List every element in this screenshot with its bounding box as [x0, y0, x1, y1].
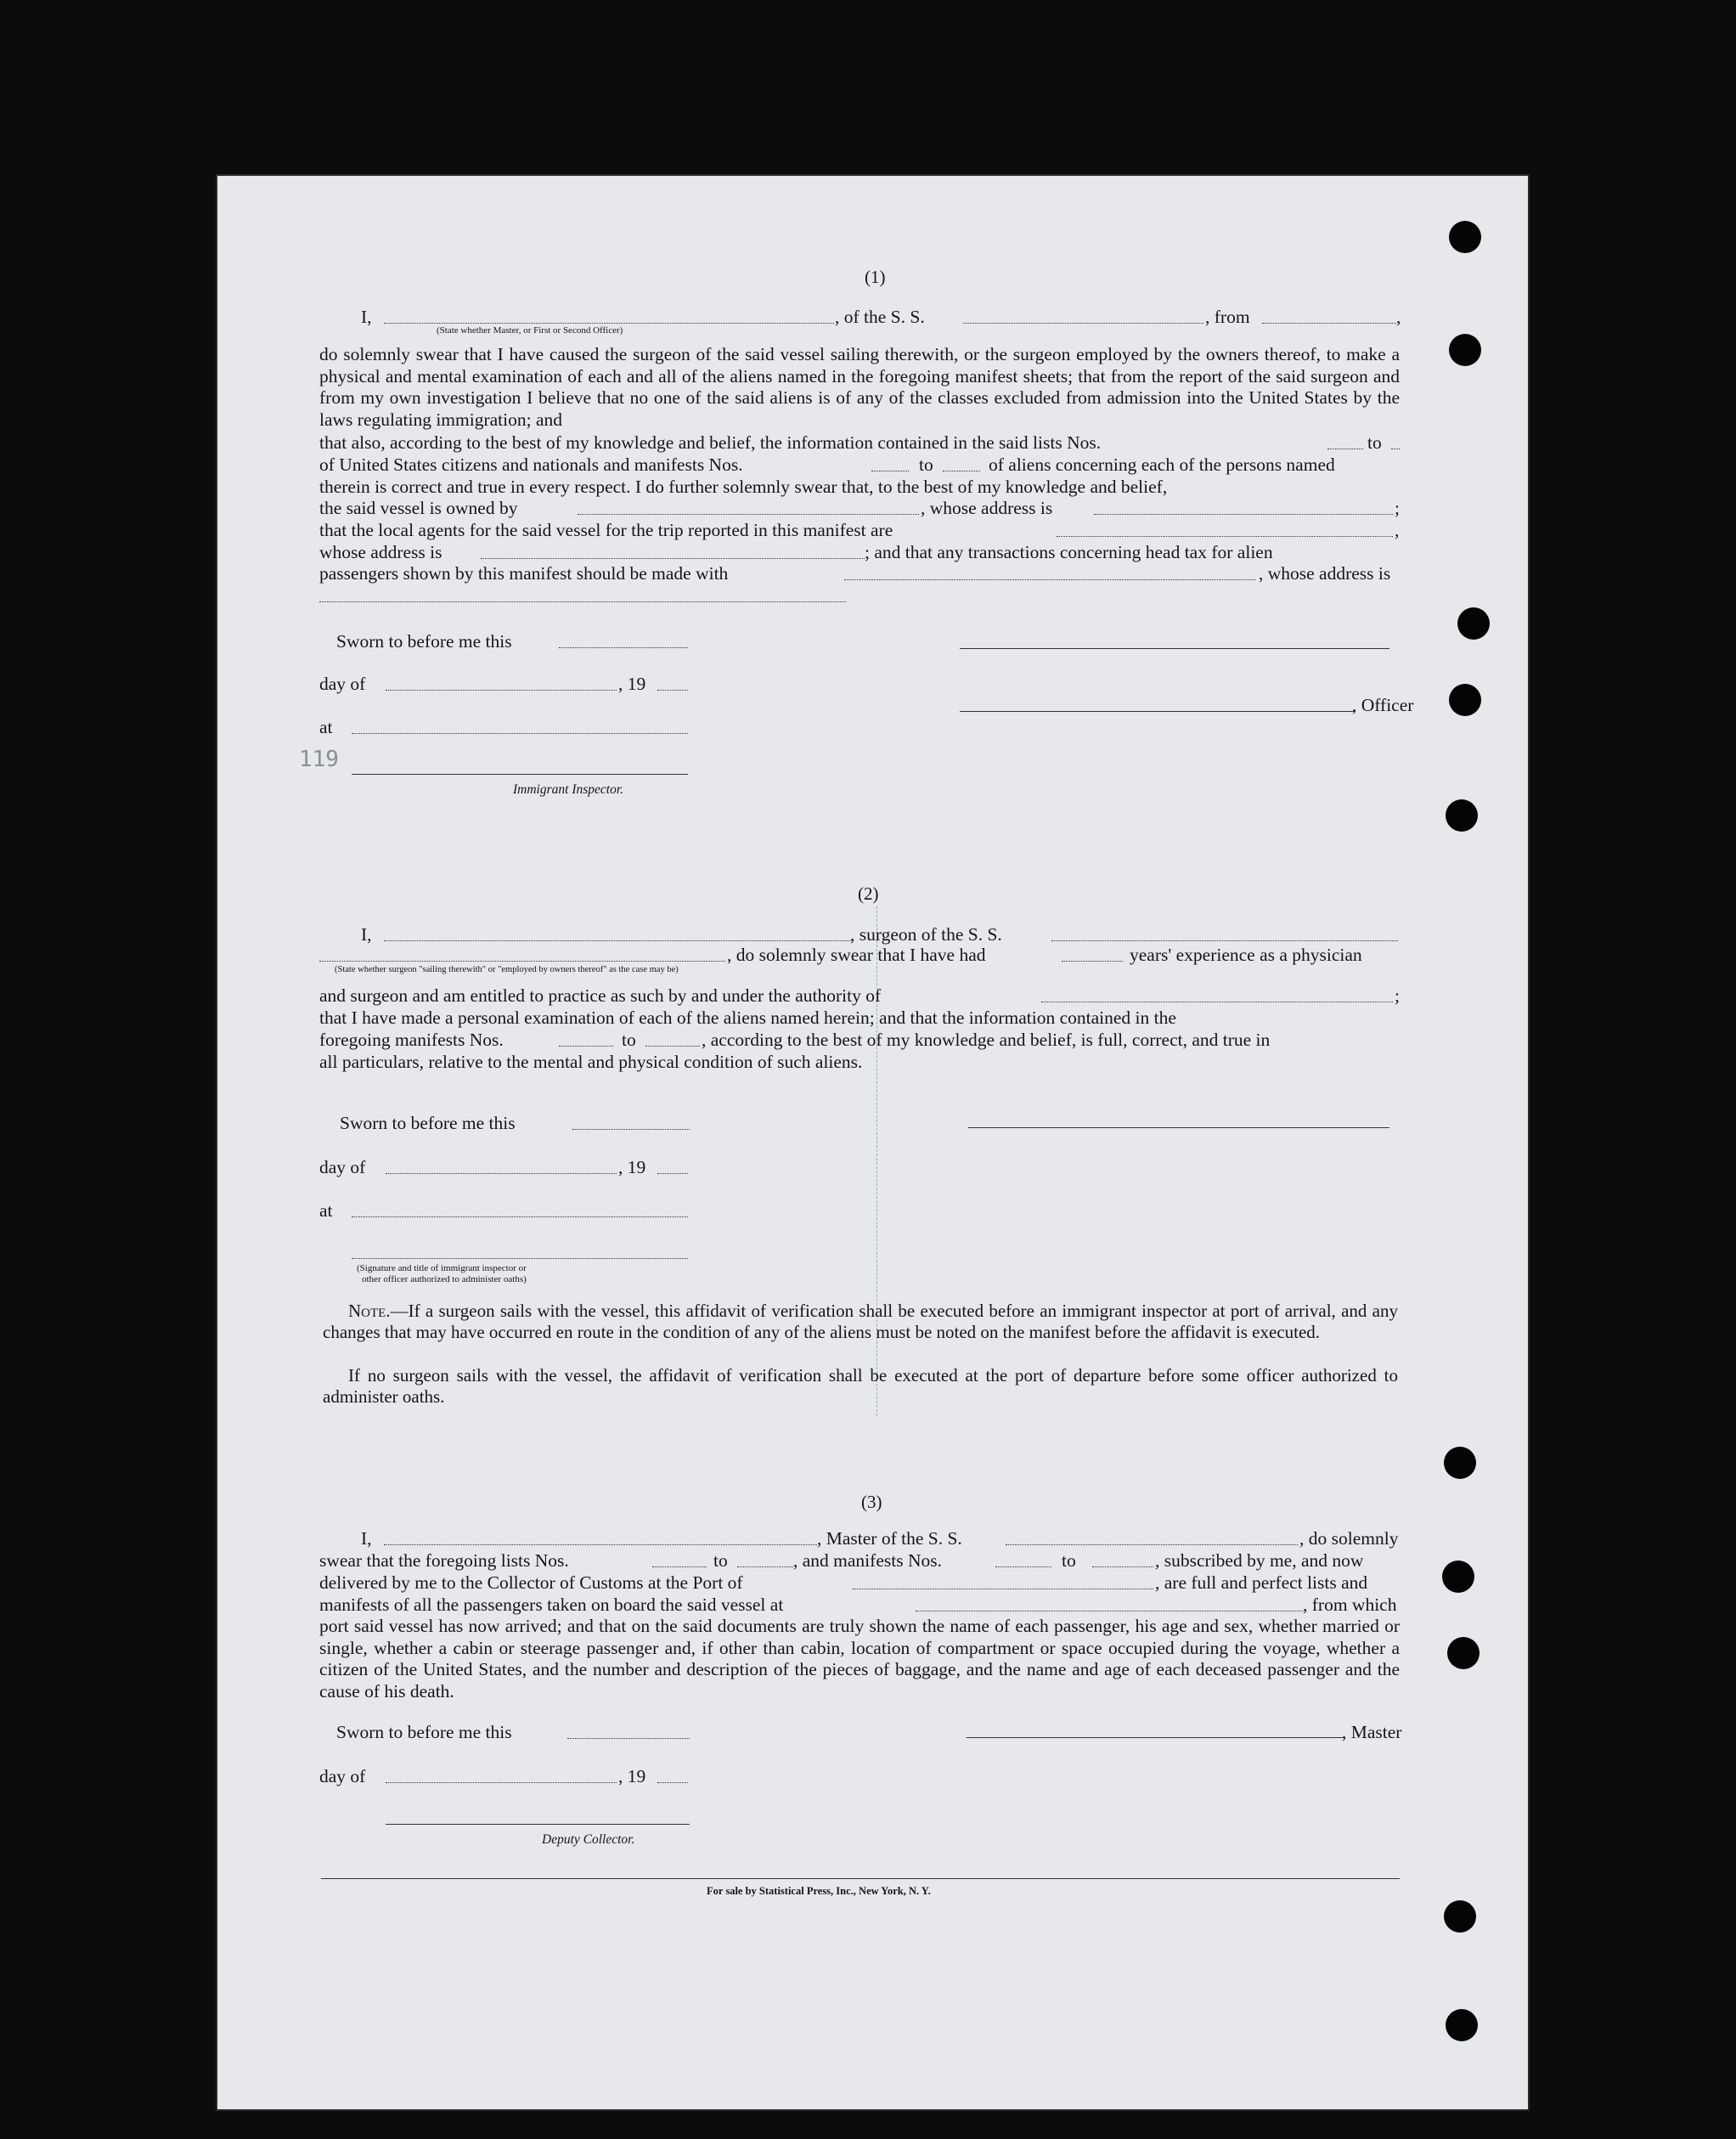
- s2-sig-hint-2: other officer authorized to administer oaths): [362, 1274, 527, 1284]
- s2-sworn: Sworn to before me this: [340, 1113, 516, 1133]
- s2-manifests-to-field[interactable]: [645, 1046, 700, 1047]
- s1-whose-address-2: whose address is: [319, 542, 442, 562]
- s3-vessel-field[interactable]: [1006, 1544, 1298, 1545]
- s2-day-of: day of: [319, 1157, 366, 1177]
- s1-I: I,: [361, 307, 372, 327]
- s1-semicolon: ;: [1395, 498, 1400, 518]
- s1-therein: therein is correct and true in every respect. I do further solemnly swear that, to the best of my knowledge and belief,: [319, 477, 1168, 497]
- s3-from-which: , from which: [1303, 1594, 1397, 1615]
- s3-delivered: delivered by me to the Collector of Customs at the Port of: [319, 1572, 743, 1593]
- s3-lists-to-field[interactable]: [737, 1566, 793, 1567]
- s1-agents-address-field[interactable]: [481, 558, 865, 559]
- manifest-affidavit-page: [216, 174, 1530, 2111]
- s1-at: at: [319, 717, 333, 737]
- s1-signature-line[interactable]: [960, 648, 1389, 649]
- s3-day-of: day of: [319, 1766, 366, 1786]
- s1-sworn: Sworn to before me this: [336, 631, 512, 652]
- s2-at-field[interactable]: [352, 1216, 688, 1217]
- s1-whose-address-3: , whose address is: [1259, 563, 1391, 584]
- s1-inspector-line[interactable]: [352, 774, 688, 775]
- s2-according: , according to the best of my knowledge and belief, is full, correct, and true in: [702, 1030, 1271, 1050]
- s3-do-solemnly: , do solemnly: [1299, 1528, 1399, 1549]
- s1-officer-hint: (State whether Master, or First or Second Officer): [437, 325, 623, 336]
- s2-all-particulars: all particulars, relative to the mental and physical condition of such aliens.: [319, 1052, 863, 1072]
- s3-deputy-collector: Deputy Collector.: [542, 1832, 635, 1847]
- s1-agents-field[interactable]: [1057, 536, 1393, 537]
- s2-I: I,: [361, 924, 372, 945]
- punch-hole: [1444, 1900, 1476, 1933]
- punch-hole: [1449, 334, 1481, 366]
- s2-sig-hint-1: (Signature and title of immigrant inspector or: [357, 1263, 527, 1273]
- section-2-heading: (2): [858, 883, 879, 904]
- s3-to-2: to: [1062, 1550, 1076, 1571]
- punch-hole: [1446, 799, 1478, 832]
- s1-from: , from: [1205, 307, 1250, 327]
- punch-hole: [1446, 2009, 1478, 2041]
- punch-hole: [1444, 1447, 1476, 1479]
- s1-officer-name-field[interactable]: [384, 323, 834, 324]
- s2-year-field[interactable]: [657, 1173, 688, 1174]
- s1-local-agents: that the local agents for the said vessel for the trip reported in this manifest are: [319, 520, 893, 540]
- s2-swear: , do solemnly swear that I have had: [727, 945, 986, 965]
- s2-to: to: [622, 1030, 636, 1050]
- s1-head-tax-party-field[interactable]: [844, 579, 1255, 580]
- s2-years: years' experience as a physician: [1130, 945, 1362, 965]
- s2-surgeon-hint: (State whether surgeon "sailing therewith" or "employed by owners thereof" as the case may be): [335, 965, 679, 974]
- s3-master: , Master: [1342, 1722, 1402, 1742]
- s1-owner-field[interactable]: [578, 514, 919, 515]
- s2-month-field[interactable]: [386, 1173, 617, 1174]
- s2-note-1: [323, 1301, 1398, 1343]
- s1-stamp: 119: [299, 747, 339, 772]
- s3-master-signature-line[interactable]: [967, 1737, 1344, 1738]
- s2-surgeon-status-field[interactable]: [319, 961, 725, 962]
- s2-personal: that I have made a personal examination of each of the aliens named herein; and that the information contained in the: [319, 1007, 1176, 1028]
- s1-comma: ,: [1396, 307, 1401, 327]
- s3-manifests-to-field[interactable]: [1092, 1566, 1153, 1567]
- s3-I: I,: [361, 1528, 372, 1549]
- s2-signature-line[interactable]: [968, 1127, 1389, 1128]
- s1-head-tax-address-field[interactable]: [319, 601, 846, 602]
- s1-year-field[interactable]: [657, 690, 688, 691]
- s1-that-also: that also, according to the best of my knowledge and belief, the information contained in the said lists Nos.: [319, 432, 1102, 453]
- s2-surgeon-of-ss: , surgeon of the S. S.: [850, 924, 1002, 945]
- section-1-heading: (1): [865, 267, 886, 287]
- s2-sworn-date-field[interactable]: [572, 1129, 690, 1130]
- s1-of-aliens: of aliens concerning each of the persons named: [989, 454, 1335, 475]
- s2-year: , 19: [618, 1157, 646, 1177]
- s3-year-field[interactable]: [657, 1782, 688, 1783]
- s3-master-of-ss: , Master of the S. S.: [817, 1528, 962, 1549]
- s3-month-field[interactable]: [386, 1782, 617, 1783]
- s3-master-name-field[interactable]: [384, 1544, 817, 1545]
- s3-year: , 19: [618, 1766, 646, 1786]
- s3-to: to: [713, 1550, 728, 1571]
- s1-owned-by: the said vessel is owned by: [319, 498, 518, 518]
- s3-collector-line[interactable]: [386, 1824, 690, 1825]
- s1-to: to: [1367, 432, 1382, 453]
- s2-authority: and surgeon and am entitled to practice as such by and under the authority of: [319, 985, 882, 1006]
- punch-hole: [1457, 607, 1490, 640]
- s1-of-ss: , of the S. S.: [835, 307, 925, 327]
- s2-note-text-1: —If a surgeon sails with the vessel, this affidavit of verification shall be executed before an immigrant inspector at port of arrival, and any changes that may have occurred en route in the condition of any of the aliens must be noted on the manifest before the affidavit is executed.: [323, 1301, 1398, 1342]
- s1-year: , 19: [618, 674, 646, 694]
- s1-month-field[interactable]: [386, 690, 617, 691]
- s1-officer-line[interactable]: [960, 711, 1356, 712]
- footer-rule: [321, 1878, 1400, 1879]
- s2-at: at: [319, 1200, 333, 1221]
- s1-passengers: passengers shown by this manifest should be made with: [319, 563, 729, 584]
- s1-head-tax: ; and that any transactions concerning head tax for alien: [865, 542, 1273, 562]
- s3-manifests-all: manifests of all the passengers taken on board the said vessel at: [319, 1594, 784, 1615]
- s1-to-2: to: [919, 454, 933, 475]
- s3-manifests-from-field[interactable]: [995, 1566, 1051, 1567]
- printer-credit: For sale by Statistical Press, Inc., New York, N. Y.: [707, 1885, 931, 1897]
- s1-inspector: Immigrant Inspector.: [513, 782, 624, 797]
- s2-semicolon: ;: [1395, 985, 1400, 1006]
- s3-subscribed: , subscribed by me, and now: [1155, 1550, 1364, 1571]
- s3-sworn-date-field[interactable]: [567, 1738, 690, 1739]
- s2-note-label: Note.: [348, 1301, 391, 1321]
- s1-vessel-field[interactable]: [963, 323, 1203, 324]
- s1-us-citizens: of United States citizens and nationals and manifests Nos.: [319, 454, 743, 475]
- s2-inspector-signature-field[interactable]: [352, 1258, 688, 1259]
- punch-hole: [1449, 221, 1481, 253]
- s3-swear-lists: swear that the foregoing lists Nos.: [319, 1550, 569, 1571]
- s1-owner-address-field[interactable]: [1094, 514, 1393, 515]
- s3-and-manifests: , and manifests Nos.: [793, 1550, 942, 1571]
- s3-lists-from-field[interactable]: [652, 1566, 707, 1567]
- section-3-heading: (3): [861, 1492, 882, 1512]
- s1-officer: , Officer: [1352, 695, 1414, 715]
- s3-oath-paragraph: port said vessel has now arrived; and that on the said documents are truly shown the name of each passenger, his age and sex, whether married or single, whether a cabin or steerage passenger and, if other than cabin, location of compartment or space occupied during the voyage, whether a citizen of the United States, and the number and description of the pieces of baggage, and the name and age of each deceased passenger and the cause of his death.: [319, 1616, 1400, 1702]
- s2-manifests-from-field[interactable]: [559, 1046, 613, 1047]
- s1-from-field[interactable]: [1262, 323, 1396, 324]
- s1-day-of: day of: [319, 674, 366, 694]
- s3-full-perfect: , are full and perfect lists and: [1155, 1572, 1368, 1593]
- s2-note-2: If no surgeon sails with the vessel, the affidavit of verification shall be executed at the port of departure before some officer authorized to administer oaths.: [323, 1365, 1398, 1407]
- s1-comma-2: ,: [1395, 520, 1400, 540]
- s1-whose-address: , whose address is: [921, 498, 1053, 518]
- s3-sworn: Sworn to before me this: [336, 1722, 512, 1742]
- s2-foregoing: foregoing manifests Nos.: [319, 1030, 504, 1050]
- s2-years-field[interactable]: [1062, 961, 1123, 962]
- s1-sworn-date-field[interactable]: [559, 647, 688, 648]
- punch-hole: [1442, 1561, 1474, 1593]
- s1-at-field[interactable]: [352, 733, 688, 734]
- s2-vessel-field[interactable]: [1051, 940, 1398, 941]
- s1-oath-paragraph: do solemnly swear that I have caused the surgeon of the said vessel sailing therewith, or the surgeon employed by the owners thereof, to make a physical and mental examination of each and all of the aliens named in the foregoing manifest sheets; that from the report of the said surgeon and from my own investigation I believe that no one of the said aliens is of any of the classes excluded from admission into the United States by the laws regulating immigration; and: [319, 344, 1400, 431]
- s2-surgeon-name-field[interactable]: [384, 940, 851, 941]
- punch-hole: [1449, 684, 1481, 716]
- punch-hole: [1447, 1637, 1480, 1669]
